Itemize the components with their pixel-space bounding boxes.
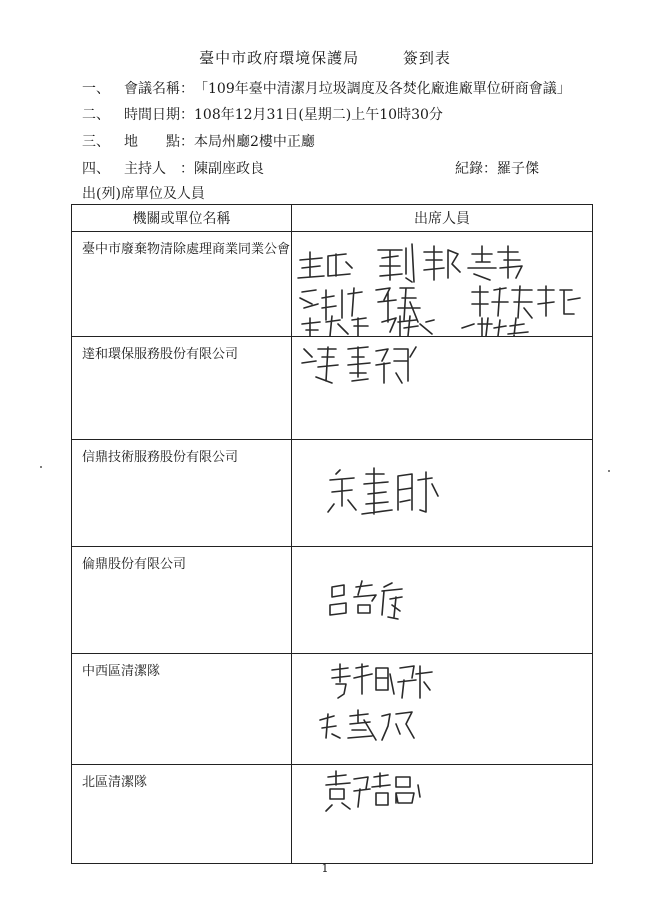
attendance-table [71,204,593,864]
meeting-host-row [82,158,264,178]
org-name: 達和環保服務股份有限公司 [82,347,239,362]
column-header-people: 出席人員 [292,205,593,232]
handwritten-signature [292,765,592,863]
meeting-place-row [82,131,315,151]
org-name: 信鼎技術服務股份有限公司 [82,450,239,465]
item-number: 四、 [82,161,110,177]
handwritten-signature [292,337,592,439]
meeting-time-label: 時間日期： [124,107,194,123]
document-kind: 簽到表 [402,49,451,67]
org-cell [72,765,292,864]
table-row [72,547,593,654]
handwritten-signature [292,654,592,764]
table-row [72,440,593,547]
meeting-host-label: 主持人 ： [124,161,194,177]
org-cell [72,337,292,440]
item-number: 一、 [82,81,110,97]
handwritten-signature [292,232,592,336]
org-cell [72,232,292,337]
signature-cell [292,232,593,337]
org-name: 北區清潔隊 [82,775,148,790]
document-title [0,47,650,68]
item-number: 二、 [82,107,110,123]
meeting-name-label: 會議名稱： [124,81,194,97]
handwritten-signature [292,440,592,546]
meeting-time-row [82,104,443,124]
signature-cell [292,440,593,547]
org-name: 臺中市廢棄物清除處理商業同業公會 [82,242,291,257]
signature-cell [292,337,593,440]
scan-speck [608,470,610,472]
table-row [72,232,593,337]
table-header-row [72,205,593,232]
meeting-place-value: 本局州廳2樓中正廳 [194,134,315,150]
org-cell [72,440,292,547]
item-number: 三、 [82,134,110,150]
signature-cell [292,547,593,654]
org-cell [72,654,292,765]
handwritten-signature [292,547,592,653]
attendance-caption: 出(列)席單位及人員 [82,186,205,202]
signature-cell [292,654,593,765]
column-header-org: 機關或單位名稱 [72,205,292,232]
table-row [72,337,593,440]
meeting-place-label: 地 點： [124,134,194,150]
agency-name: 臺中市政府環境保護局 [199,49,360,67]
meeting-host-value: 陳副座政良 [194,161,264,177]
org-cell [72,547,292,654]
signature-cell [292,765,593,864]
table-row [72,654,593,765]
org-name: 中西區清潔隊 [82,664,161,679]
recorder: 紀錄：羅子傑 [455,161,539,177]
page-number: 1 [321,862,329,875]
meeting-name-row [82,78,571,98]
table-row [72,765,593,864]
scan-speck [40,466,42,468]
meeting-name-value: 「109年臺中清潔月垃圾調度及各焚化廠進廠單位研商會議」 [194,81,571,97]
meeting-time-value: 108年12月31日(星期二)上午10時30分 [194,107,443,123]
org-name: 倫鼎股份有限公司 [82,557,187,572]
